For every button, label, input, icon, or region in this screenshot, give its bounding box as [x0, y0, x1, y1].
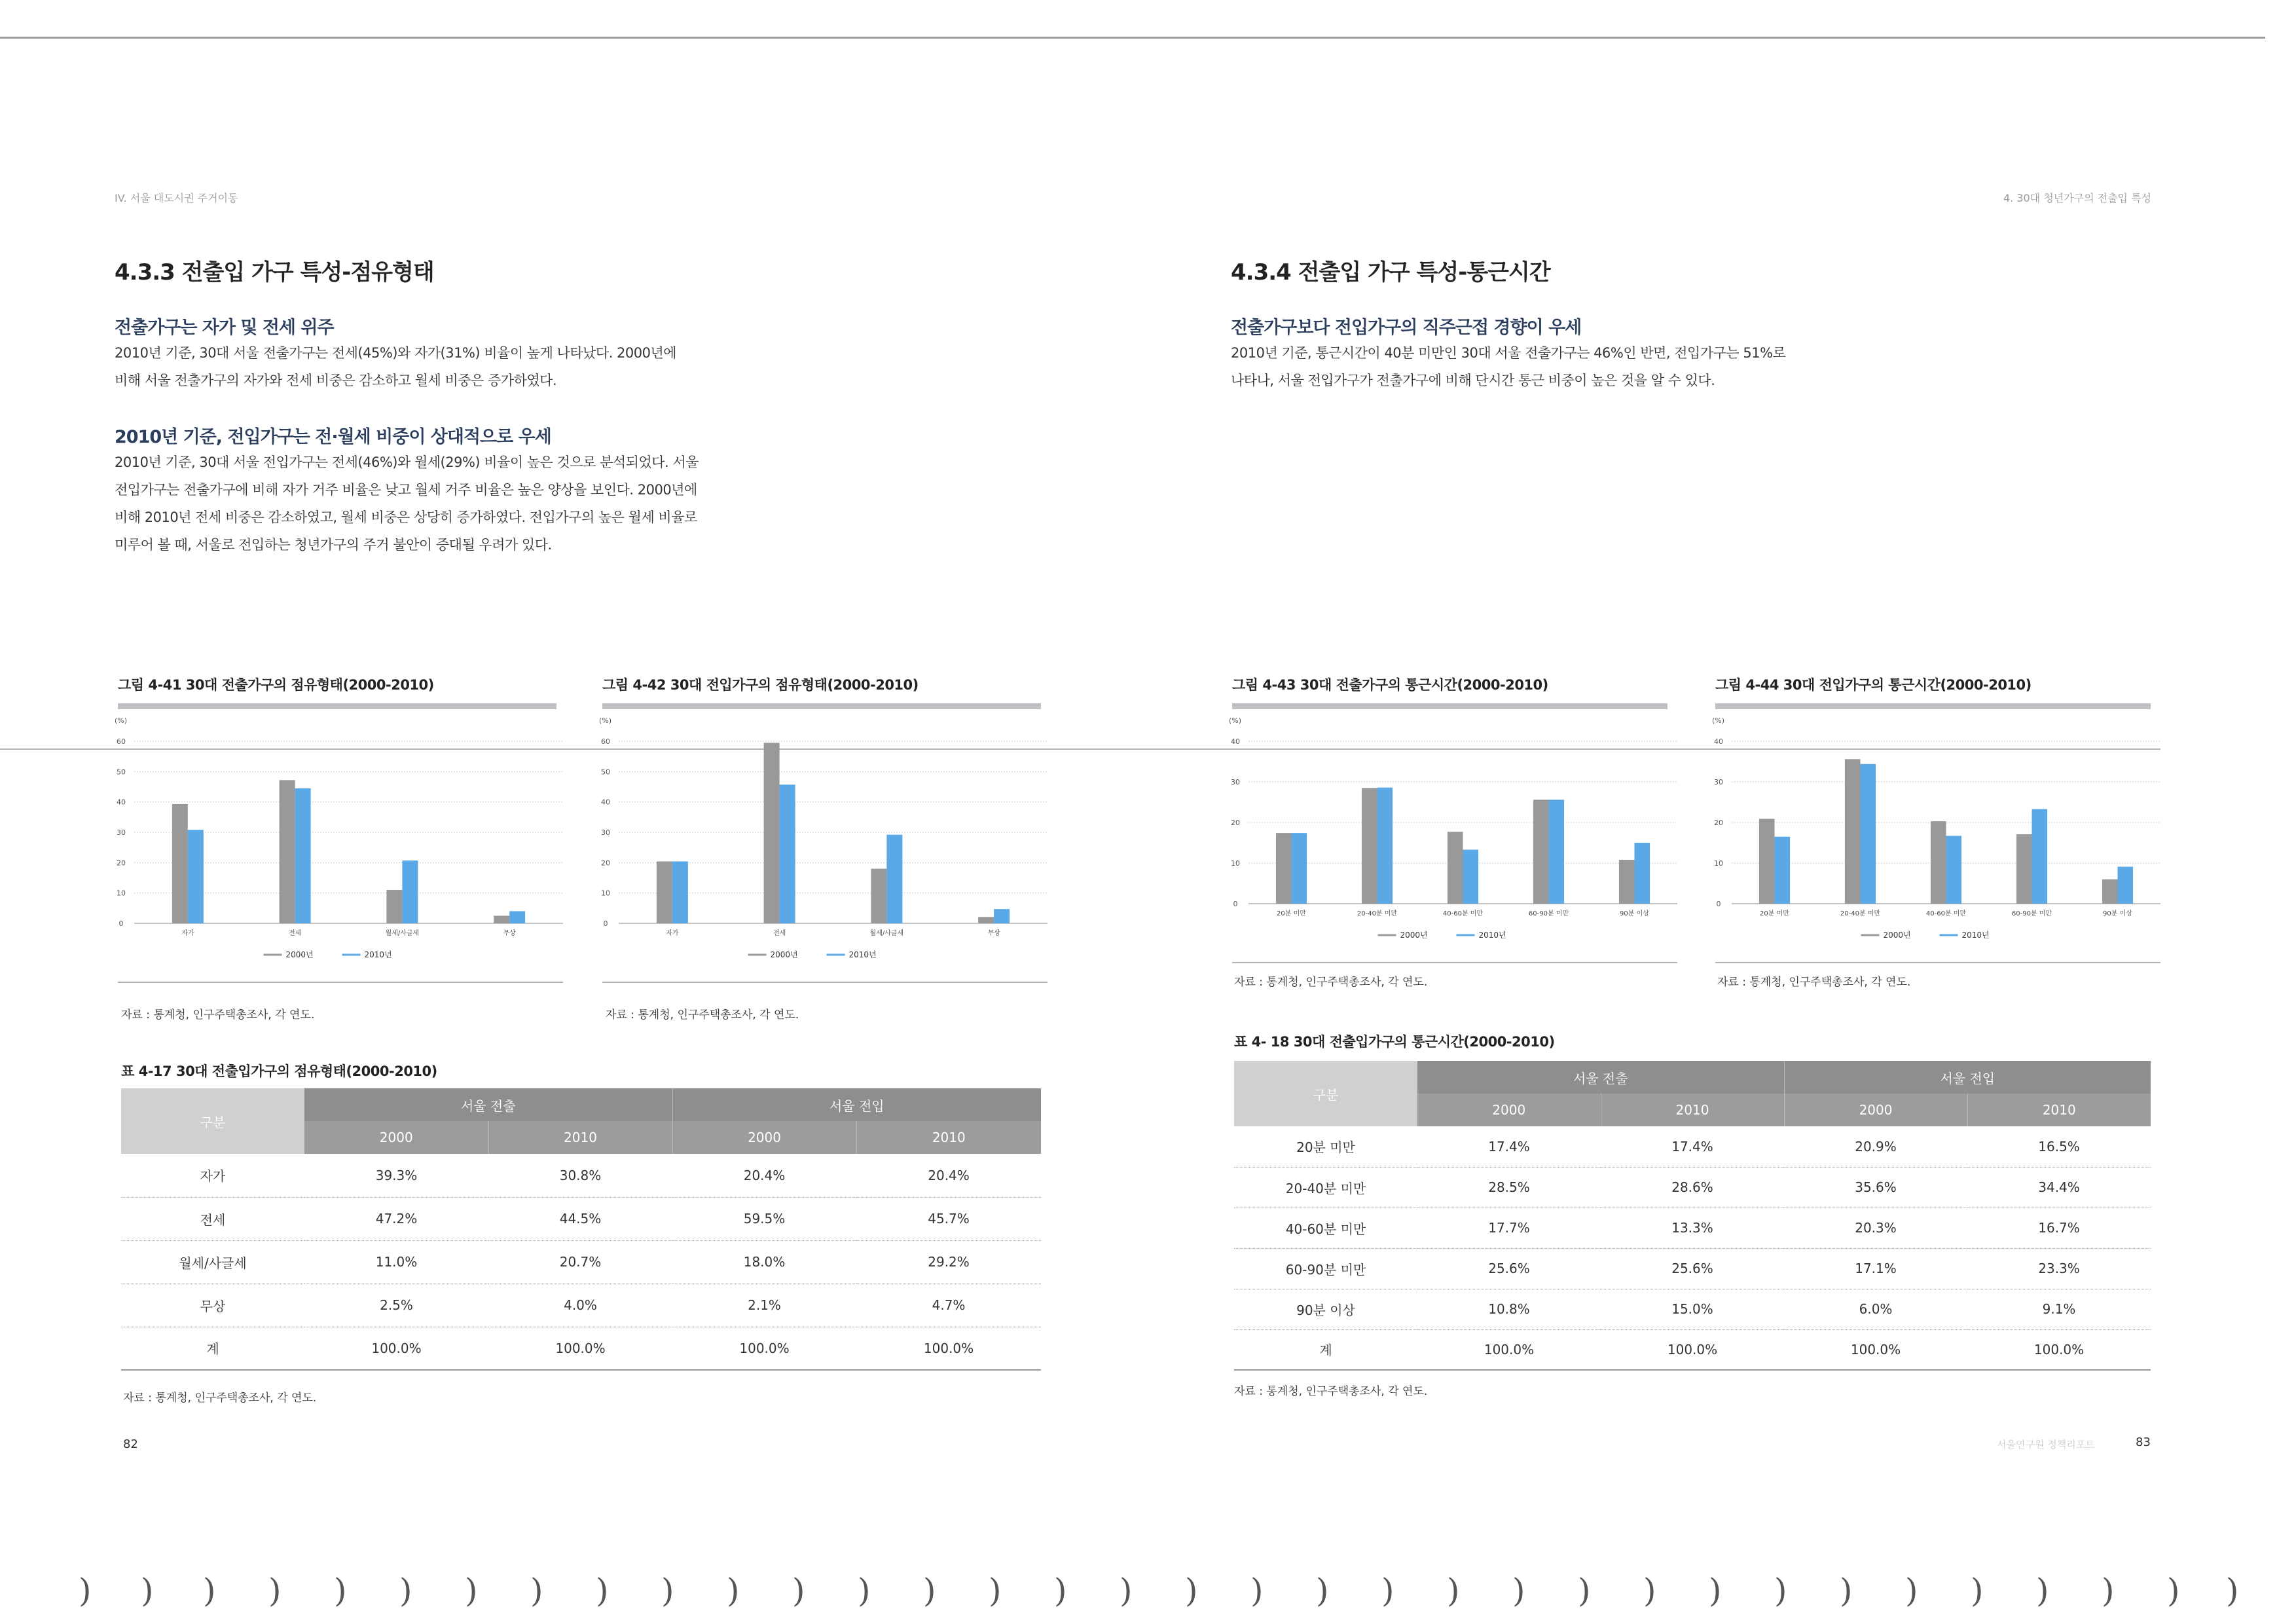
table-year-header: 2010 — [1601, 1094, 1784, 1126]
table-row — [1234, 1329, 2151, 1370]
table-cell: 35.6% — [1784, 1167, 1967, 1208]
table-row-label: 60-90분 미만 — [1234, 1248, 1417, 1289]
binder-ring-mark: ) — [399, 1572, 412, 1610]
table-cell: 100.0% — [856, 1327, 1041, 1370]
table-row — [1234, 1248, 2151, 1289]
chart-category-label: 20-40분 미만 — [1840, 910, 1881, 917]
chart-tick-label: 50 — [117, 767, 126, 777]
chart-category-label: 40-60분 미만 — [1442, 910, 1484, 917]
table-year-header: 2000 — [304, 1121, 488, 1154]
left-sub1-paragraph — [115, 339, 756, 394]
table-cell: 45.7% — [856, 1197, 1041, 1240]
table-cell: 2.5% — [304, 1283, 488, 1327]
chart-category-label: 자가 — [181, 930, 194, 937]
chart-bar — [172, 804, 188, 923]
chart-bar — [2016, 834, 2032, 904]
chart-legend-label: 2010년 — [1478, 931, 1506, 940]
chart-2-title: 그림 4-43 30대 전출가구의 통근시간(2000-2010) — [1232, 677, 1548, 693]
chart-2-source: 자료 : 통계청, 인구주택총조사, 각 연도. — [1234, 976, 1428, 989]
binder-ring-mark: ) — [1120, 1572, 1133, 1610]
chart-unit-label: (%) — [115, 716, 128, 725]
left-section-title: 4.3.3 전출입 가구 특성-점유형태 — [115, 259, 434, 286]
table-group-header: 서울 전출 — [304, 1088, 672, 1121]
chart-tick-label: 40 — [1714, 737, 1723, 746]
chart-unit-label: (%) — [1229, 716, 1242, 725]
chart-bar — [1463, 850, 1479, 904]
table-cell: 30.8% — [488, 1154, 672, 1197]
table-cell: 17.7% — [1417, 1208, 1601, 1248]
chart-category-label: 무상 — [503, 930, 516, 937]
table-cell: 20.7% — [488, 1240, 672, 1283]
table-cell: 28.5% — [1417, 1167, 1601, 1208]
binder-ring-mark: ) — [1054, 1572, 1067, 1610]
right-data-table — [1234, 1061, 2151, 1371]
chart-3 — [1712, 714, 2164, 969]
chart-bar — [280, 780, 295, 923]
top-edge-rule — [0, 37, 2265, 39]
table-cell: 25.6% — [1601, 1248, 1784, 1289]
chart-tick-label: 10 — [117, 889, 126, 898]
table-row — [121, 1327, 1041, 1370]
table-row-label: 90분 이상 — [1234, 1289, 1417, 1329]
table-row — [1234, 1208, 2151, 1248]
chart-bar — [1635, 843, 1650, 904]
binder-ring-mark: ) — [2036, 1572, 2049, 1610]
chart-category-label: 무상 — [987, 930, 1000, 937]
chart-tick-label: 60 — [117, 737, 126, 746]
chart-tick-label: 20 — [1714, 819, 1723, 827]
chart-legend-label: 2010년 — [364, 950, 392, 959]
table-year-header: 2000 — [672, 1121, 856, 1154]
chart-tick-label: 0 — [1716, 900, 1721, 908]
binder-ring-mark: ) — [661, 1572, 674, 1610]
chart-1-title: 그림 4-42 30대 전입가구의 점유형태(2000-2010) — [602, 677, 919, 693]
binder-ring-mark: ) — [1250, 1572, 1264, 1610]
chart-0-title-bar — [118, 703, 556, 709]
table-row-label: 자가 — [121, 1154, 304, 1197]
table-cell: 2.1% — [672, 1283, 856, 1327]
right-table-title: 표 4- 18 30대 전출입가구의 통근시간(2000-2010) — [1234, 1034, 1555, 1050]
right-page-number: 83 — [2136, 1435, 2151, 1449]
table-cell: 20.4% — [672, 1154, 856, 1197]
chart-bar — [1759, 819, 1775, 904]
chart-bar — [1549, 800, 1565, 904]
chart-bar — [1377, 788, 1393, 904]
right-sub1-paragraph — [1231, 339, 1886, 394]
binder-ring-mark: ) — [1381, 1572, 1394, 1610]
table-year-header: 2010 — [1967, 1094, 2151, 1126]
binder-ring-mark: ) — [1447, 1572, 1460, 1610]
chart-category-label: 20-40분 미만 — [1357, 910, 1398, 917]
right-table-source: 자료 : 통계청, 인구주택총조사, 각 연도. — [1234, 1385, 1428, 1398]
binder-ring-mark: ) — [2167, 1572, 2180, 1610]
binder-ring-mark: ) — [1774, 1572, 1787, 1610]
chart-bar — [2032, 809, 2048, 904]
chart-legend-label: 2000년 — [770, 950, 798, 959]
chart-tick-label: 0 — [1233, 900, 1238, 908]
chart-tick-label: 30 — [601, 828, 610, 837]
table-corner-header: 구분 — [1234, 1061, 1417, 1126]
binder-ring-mark: ) — [1840, 1572, 1853, 1610]
chart-bar — [1861, 764, 1876, 904]
chart-bar — [780, 784, 795, 923]
paragraph-line: 2010년 기준, 30대 서울 전출가구는 전세(45%)와 자가(31%) 비율이 높게 나타났다. 2000년에 — [115, 345, 677, 361]
table-cell: 9.1% — [1967, 1289, 2151, 1329]
chart-1-title-bar — [602, 703, 1041, 709]
chart-bar — [2118, 867, 2134, 904]
paragraph-line: 미루어 볼 때, 서울로 전입하는 청년가구의 주거 불안이 증대될 우려가 있다. — [115, 537, 552, 553]
chart-bar — [295, 788, 311, 923]
paragraph-line: 2010년 기준, 30대 서울 전입가구는 전세(46%)와 월세(29%) 비율이 높은 것으로 분석되었다. 서울 — [115, 454, 699, 470]
chart-category-label: 60-90분 미만 — [1528, 910, 1569, 917]
chart-1-source: 자료 : 통계청, 인구주택총조사, 각 연도. — [606, 1008, 799, 1022]
chart-tick-label: 30 — [117, 828, 126, 837]
chart-legend-label: 2000년 — [1400, 931, 1428, 940]
chart-category-label: 전세 — [773, 930, 786, 937]
chart-bar — [1292, 833, 1307, 904]
table-cell: 16.5% — [1967, 1126, 2151, 1167]
right-section-title: 4.3.4 전출입 가구 특성-통근시간 — [1231, 259, 1550, 286]
table-cell: 34.4% — [1967, 1167, 2151, 1208]
table-group-header: 서울 전입 — [1784, 1061, 2151, 1094]
right-sub1-heading: 전출가구보다 전입가구의 직주근접 경향이 우세 — [1231, 318, 1582, 338]
chart-3-title: 그림 4-44 30대 전입가구의 통근시간(2000-2010) — [1715, 677, 2032, 693]
chart-legend-label: 2000년 — [1883, 931, 1911, 940]
table-cell: 29.2% — [856, 1240, 1041, 1283]
binder-ring-mark: ) — [334, 1572, 347, 1610]
chart-legend-label: 2000년 — [285, 950, 314, 959]
chart-legend-label: 2010년 — [848, 950, 877, 959]
chart-category-label: 자가 — [666, 930, 679, 937]
table-cell: 11.0% — [304, 1240, 488, 1283]
table-cell: 39.3% — [304, 1154, 488, 1197]
table-cell: 6.0% — [1784, 1289, 1967, 1329]
chart-bar — [1775, 837, 1791, 904]
chart-tick-label: 30 — [1714, 778, 1723, 786]
chart-bar — [871, 869, 886, 923]
left-page-number: 82 — [123, 1437, 138, 1451]
left-sub2-heading: 2010년 기준, 전입가구는 전·월세 비중이 상대적으로 우세 — [115, 427, 551, 447]
left-data-table — [121, 1088, 1041, 1371]
binder-ring-mark: ) — [1971, 1572, 1984, 1610]
table-cell: 100.0% — [672, 1327, 856, 1370]
chart-category-label: 90분 이상 — [2103, 910, 2132, 917]
paragraph-line: 전입가구는 전출가구에 비해 자가 거주 비율은 낮고 월세 거주 비율은 높은 양상을 보인다. 2000년에 — [115, 482, 697, 498]
paragraph-line: 비해 2010년 전세 비중은 감소하였고, 월세 비중은 상당히 증가하였다. 전입가구의 높은 월세 비율로 — [115, 509, 697, 525]
chart-tick-label: 0 — [118, 919, 124, 928]
chart-2 — [1229, 714, 1681, 969]
binder-ring-mark: ) — [923, 1572, 936, 1610]
table-cell: 20.3% — [1784, 1208, 1967, 1248]
right-footer-text: 서울연구원 정책리포트 — [1997, 1439, 2095, 1450]
chart-tick-label: 40 — [117, 798, 126, 807]
table-group-header: 서울 전입 — [672, 1088, 1041, 1121]
table-cell: 16.7% — [1967, 1208, 2151, 1248]
paragraph-line: 나타나, 서울 전입가구가 전출가구에 비해 단시간 통근 비중이 높은 것을 알 수 있다. — [1231, 373, 1715, 388]
binder-ring-mark: ) — [727, 1572, 740, 1610]
binder-ring-mark: ) — [2226, 1572, 2239, 1610]
table-year-header: 2000 — [1784, 1094, 1967, 1126]
table-cell: 100.0% — [304, 1327, 488, 1370]
chart-category-label: 20분 미만 — [1277, 910, 1306, 917]
chart-bar — [1946, 836, 1962, 904]
binder-ring-mark: ) — [792, 1572, 805, 1610]
table-group-header: 서울 전출 — [1417, 1061, 1784, 1094]
table-cell: 10.8% — [1417, 1289, 1601, 1329]
chart-category-label: 월세/사글세 — [385, 930, 420, 937]
chart-1 — [599, 714, 1051, 989]
chart-3-source: 자료 : 통계청, 인구주택총조사, 각 연도. — [1717, 976, 1911, 989]
table-cell: 100.0% — [1601, 1329, 1784, 1370]
left-table-source: 자료 : 통계청, 인구주택총조사, 각 연도. — [123, 1392, 317, 1405]
chart-bar — [1448, 832, 1463, 904]
table-year-header: 2000 — [1417, 1094, 1601, 1126]
binder-ring-mark: ) — [268, 1572, 282, 1610]
table-cell: 59.5% — [672, 1197, 856, 1240]
chart-unit-label: (%) — [1712, 716, 1725, 725]
table-cell: 4.7% — [856, 1283, 1041, 1327]
chart-tick-label: 60 — [601, 737, 610, 746]
chart-bar — [1276, 833, 1292, 904]
table-row-label: 20분 미만 — [1234, 1126, 1417, 1167]
table-cell: 100.0% — [488, 1327, 672, 1370]
paragraph-line: 2010년 기준, 통근시간이 40분 미만인 30대 서울 전출가구는 46%인 반면, 전입가구는 51%로 — [1231, 345, 1786, 361]
table-cell: 100.0% — [1417, 1329, 1601, 1370]
table-row-label: 전세 — [121, 1197, 304, 1240]
chart-tick-label: 10 — [1231, 859, 1240, 868]
table-row-label: 계 — [121, 1327, 304, 1370]
chart-tick-label: 0 — [603, 919, 608, 928]
chart-category-label: 60-90분 미만 — [2011, 910, 2052, 917]
right-running-head: 4. 30대 청년가구의 전출입 특성 — [2003, 192, 2151, 204]
table-row — [1234, 1126, 2151, 1167]
chart-bar — [1931, 821, 1946, 904]
chart-bar — [509, 911, 525, 923]
table-cell: 17.4% — [1601, 1126, 1784, 1167]
chart-category-label: 20분 미만 — [1760, 910, 1789, 917]
chart-bar — [1845, 759, 1861, 904]
chart-bar — [188, 830, 204, 923]
chart-bar — [1362, 788, 1377, 904]
chart-bar — [386, 890, 402, 923]
binder-ring-mark: ) — [203, 1572, 216, 1610]
chart-tick-label: 40 — [601, 798, 610, 807]
binder-ring-mark: ) — [1578, 1572, 1591, 1610]
binder-ring-mark: ) — [1512, 1572, 1525, 1610]
chart-legend-label: 2010년 — [1961, 931, 1990, 940]
chart-category-label: 90분 이상 — [1620, 910, 1649, 917]
chart-bar — [402, 860, 418, 923]
paragraph-line: 비해 서울 전출가구의 자가와 전세 비중은 감소하고 월세 비중은 증가하였다. — [115, 373, 557, 388]
table-cell: 44.5% — [488, 1197, 672, 1240]
chart-tick-label: 20 — [601, 858, 610, 868]
binder-ring-mark: ) — [141, 1572, 154, 1610]
binder-ring-mark: ) — [1316, 1572, 1329, 1610]
table-row — [1234, 1289, 2151, 1329]
chart-tick-label: 10 — [601, 889, 610, 898]
table-cell: 23.3% — [1967, 1248, 2151, 1289]
chart-tick-label: 20 — [117, 858, 126, 868]
table-row — [1234, 1167, 2151, 1208]
table-cell: 47.2% — [304, 1197, 488, 1240]
table-cell: 15.0% — [1601, 1289, 1784, 1329]
table-row-label: 무상 — [121, 1283, 304, 1327]
chart-tick-label: 10 — [1714, 859, 1723, 868]
binder-ring-mark: ) — [1643, 1572, 1656, 1610]
chart-bar — [994, 909, 1010, 923]
chart-category-label: 40-60분 미만 — [1925, 910, 1967, 917]
chart-bar — [2102, 879, 2118, 904]
chart-bar — [672, 861, 688, 923]
binder-ring-mark: ) — [1185, 1572, 1198, 1610]
chart-0-title: 그림 4-41 30대 전출가구의 점유형태(2000-2010) — [118, 677, 434, 693]
left-sub1-heading: 전출가구는 자가 및 전세 위주 — [115, 318, 334, 338]
table-cell: 13.3% — [1601, 1208, 1784, 1248]
chart-0 — [115, 714, 566, 989]
chart-bar — [1533, 800, 1549, 904]
table-row — [121, 1283, 1041, 1327]
table-row — [121, 1240, 1041, 1283]
table-row-label: 20-40분 미만 — [1234, 1167, 1417, 1208]
table-row-label: 계 — [1234, 1329, 1417, 1370]
chart-bar — [657, 861, 672, 923]
table-cell: 20.4% — [856, 1154, 1041, 1197]
chart-bar — [1619, 860, 1635, 904]
table-cell: 18.0% — [672, 1240, 856, 1283]
chart-3-title-bar — [1715, 703, 2151, 709]
chart-bar — [886, 835, 902, 923]
table-cell: 100.0% — [1967, 1329, 2151, 1370]
binder-ring-mark: ) — [989, 1572, 1002, 1610]
chart-tick-label: 50 — [601, 767, 610, 777]
table-row — [121, 1154, 1041, 1197]
chart-category-label: 전세 — [288, 930, 302, 937]
chart-tick-label: 20 — [1231, 819, 1240, 827]
chart-bar — [978, 917, 994, 923]
chart-bar — [494, 915, 509, 923]
binder-ring-mark: ) — [858, 1572, 871, 1610]
table-corner-header: 구분 — [121, 1088, 304, 1154]
chart-unit-label: (%) — [599, 716, 612, 725]
binder-ring-mark: ) — [2102, 1572, 2115, 1610]
chart-bar — [764, 743, 780, 923]
chart-2-title-bar — [1232, 703, 1667, 709]
table-year-header: 2010 — [856, 1121, 1041, 1154]
binder-ring-mark: ) — [1905, 1572, 1918, 1610]
binder-ring-mark: ) — [465, 1572, 478, 1610]
chart-0-source: 자료 : 통계청, 인구주택총조사, 각 연도. — [121, 1008, 315, 1022]
binder-ring-mark: ) — [530, 1572, 543, 1610]
table-row-label: 월세/사글세 — [121, 1240, 304, 1283]
table-row — [121, 1197, 1041, 1240]
table-cell: 28.6% — [1601, 1167, 1784, 1208]
binder-ring-mark: ) — [596, 1572, 609, 1610]
left-sub2-paragraph — [115, 449, 769, 559]
chart-tick-label: 40 — [1231, 737, 1240, 746]
table-cell: 100.0% — [1784, 1329, 1967, 1370]
table-cell: 4.0% — [488, 1283, 672, 1327]
table-year-header: 2010 — [488, 1121, 672, 1154]
chart-category-label: 월세/사글세 — [869, 930, 904, 937]
chart-tick-label: 30 — [1231, 778, 1240, 786]
table-cell: 20.9% — [1784, 1126, 1967, 1167]
left-table-title: 표 4-17 30대 전출입가구의 점유형태(2000-2010) — [121, 1063, 437, 1079]
binder-ring-mark: ) — [1709, 1572, 1722, 1610]
left-running-head: IV. 서울 대도시권 주거이동 — [115, 192, 238, 204]
binder-ring-mark: ) — [79, 1572, 92, 1610]
table-row-label: 40-60분 미만 — [1234, 1208, 1417, 1248]
table-cell: 17.1% — [1784, 1248, 1967, 1289]
table-cell: 25.6% — [1417, 1248, 1601, 1289]
table-cell: 17.4% — [1417, 1126, 1601, 1167]
